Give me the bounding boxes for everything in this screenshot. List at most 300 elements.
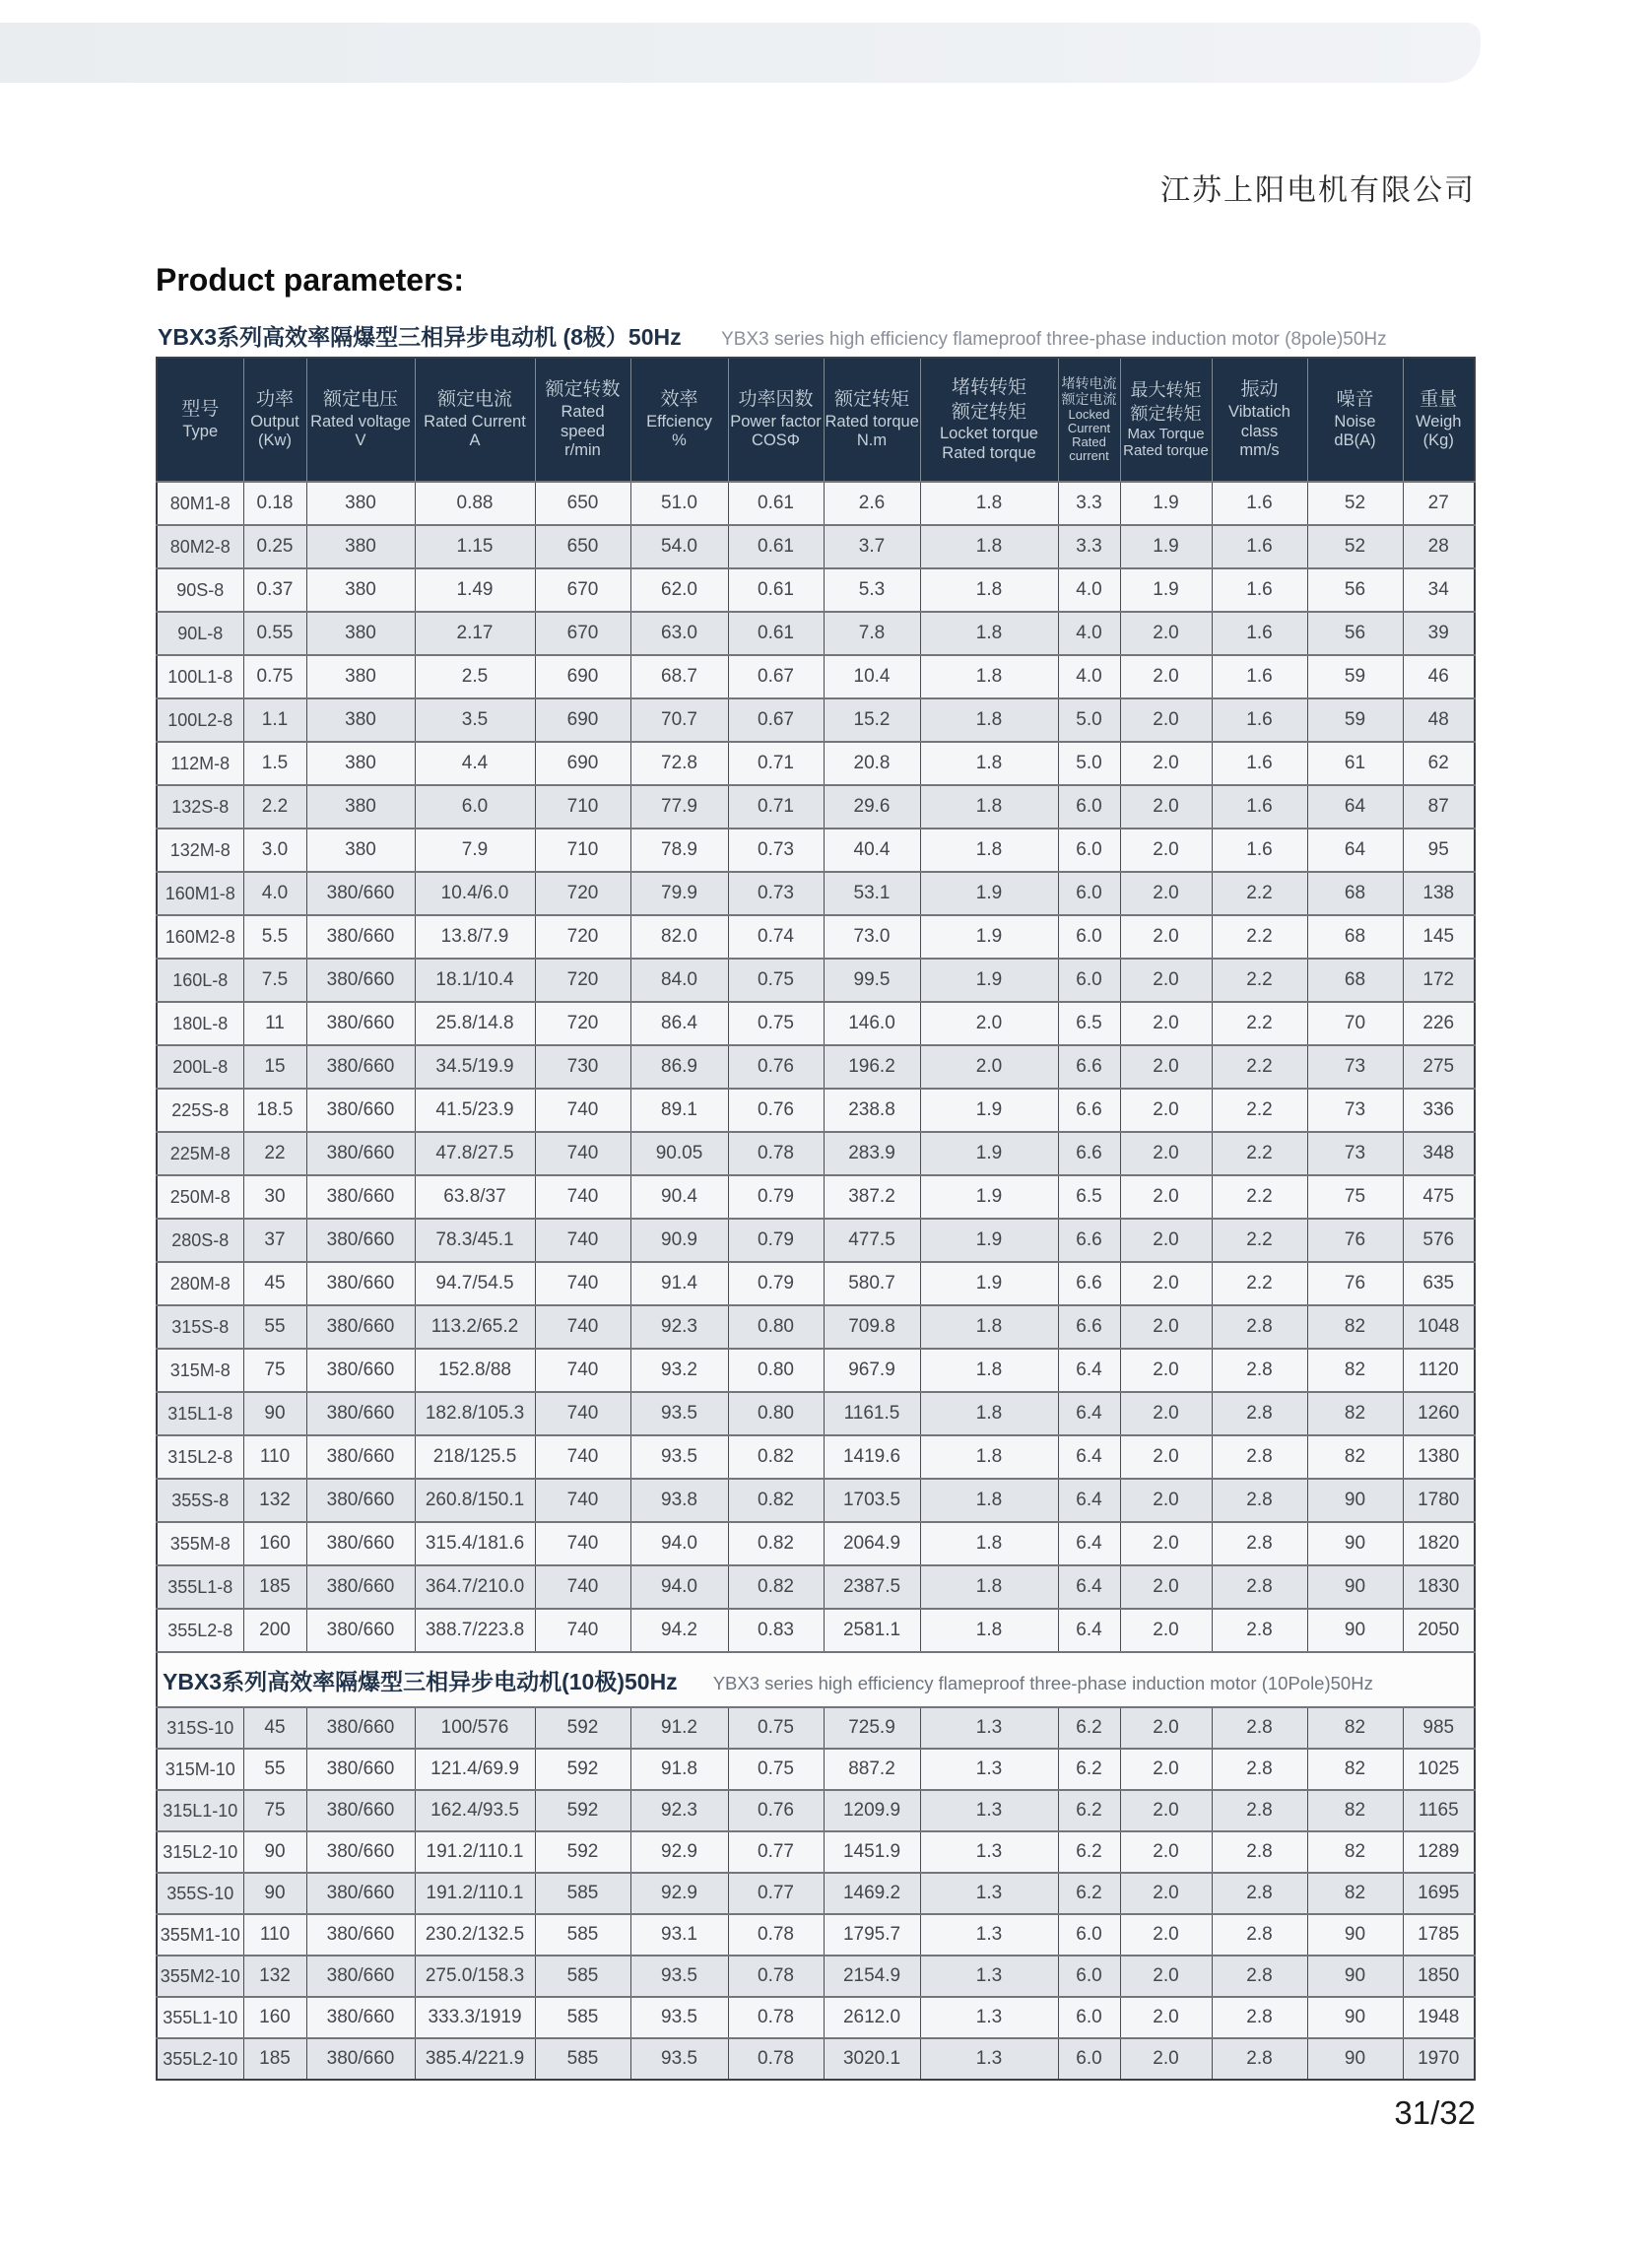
cell-locked-current-ratio: 4.0 [1058, 568, 1120, 612]
cell-vibration-class: 1.6 [1212, 829, 1307, 872]
cell-max-torque-ratio: 2.0 [1120, 872, 1212, 915]
cell-weight: 172 [1403, 959, 1475, 1002]
cell-locked-torque-ratio: 1.8 [920, 655, 1058, 698]
cell-rated-voltage: 380/660 [306, 872, 415, 915]
cell-type: 280S-8 [157, 1219, 243, 1262]
cell-rated-voltage: 380/660 [306, 1089, 415, 1132]
cell-type: 100L1-8 [157, 655, 243, 698]
table-row [157, 482, 1475, 525]
cell-weight: 1260 [1403, 1392, 1475, 1435]
col-header-vibration-class: 振动 Vibtatich class mm/s [1212, 358, 1307, 482]
cell-weight: 34 [1403, 568, 1475, 612]
cell-vibration-class: 2.8 [1212, 1349, 1307, 1392]
cell-efficiency: 93.5 [630, 1956, 728, 1997]
cell-efficiency: 92.3 [630, 1305, 728, 1349]
col-header-type: 型号 Type [157, 358, 243, 482]
cell-locked-torque-ratio: 1.9 [920, 959, 1058, 1002]
cell-noise: 90 [1307, 1522, 1403, 1565]
cell-vibration-class: 2.8 [1212, 1707, 1307, 1749]
table-row [157, 1132, 1475, 1175]
cell-noise: 82 [1307, 1349, 1403, 1392]
cell-rated-torque: 99.5 [824, 959, 920, 1002]
cell-rated-current: 2.5 [415, 655, 535, 698]
cell-rated-speed: 710 [535, 785, 630, 829]
cell-locked-torque-ratio: 1.8 [920, 698, 1058, 742]
cell-weight: 87 [1403, 785, 1475, 829]
cell-rated-current: 34.5/19.9 [415, 1045, 535, 1089]
cell-locked-torque-ratio: 1.8 [920, 1349, 1058, 1392]
cell-weight: 2050 [1403, 1609, 1475, 1652]
cell-locked-current-ratio: 6.0 [1058, 915, 1120, 959]
cell-noise: 59 [1307, 698, 1403, 742]
cell-locked-current-ratio: 6.2 [1058, 1873, 1120, 1914]
cell-rated-voltage: 380 [306, 829, 415, 872]
cell-rated-speed: 592 [535, 1707, 630, 1749]
cell-weight: 145 [1403, 915, 1475, 959]
cell-max-torque-ratio: 2.0 [1120, 1132, 1212, 1175]
cell-rated-torque: 2.6 [824, 482, 920, 525]
cell-output-kw: 0.37 [243, 568, 306, 612]
cell-max-torque-ratio: 1.9 [1120, 525, 1212, 568]
cell-weight: 1120 [1403, 1349, 1475, 1392]
cell-vibration-class: 2.2 [1212, 1089, 1307, 1132]
cell-weight: 138 [1403, 872, 1475, 915]
cell-locked-torque-ratio: 2.0 [920, 1045, 1058, 1089]
section-10pole-title-en: YBX3 series high efficiency flameproof three-phase induction motor (10Pole)50Hz [712, 1672, 1373, 1693]
cell-vibration-class: 2.8 [1212, 1479, 1307, 1522]
cell-max-torque-ratio: 2.0 [1120, 1219, 1212, 1262]
cell-rated-torque: 387.2 [824, 1175, 920, 1219]
cell-rated-speed: 740 [535, 1392, 630, 1435]
cell-output-kw: 0.75 [243, 655, 306, 698]
cell-rated-speed: 740 [535, 1522, 630, 1565]
cell-efficiency: 84.0 [630, 959, 728, 1002]
cell-power-factor: 0.80 [728, 1392, 824, 1435]
cell-efficiency: 79.9 [630, 872, 728, 915]
cell-rated-voltage: 380 [306, 785, 415, 829]
cell-type: 225M-8 [157, 1132, 243, 1175]
cell-noise: 68 [1307, 959, 1403, 1002]
cell-type: 80M2-8 [157, 525, 243, 568]
col-header-weight: 重量 Weigh (Kg) [1403, 358, 1475, 482]
cell-locked-current-ratio: 6.4 [1058, 1609, 1120, 1652]
cell-type: 355M2-10 [157, 1956, 243, 1997]
cell-locked-current-ratio: 6.0 [1058, 872, 1120, 915]
cell-vibration-class: 2.8 [1212, 1956, 1307, 1997]
cell-efficiency: 94.0 [630, 1522, 728, 1565]
table-row [157, 1435, 1475, 1479]
cell-vibration-class: 1.6 [1212, 525, 1307, 568]
cell-output-kw: 90 [243, 1831, 306, 1873]
cell-weight: 576 [1403, 1219, 1475, 1262]
cell-weight: 46 [1403, 655, 1475, 698]
cell-weight: 1780 [1403, 1479, 1475, 1522]
cell-output-kw: 55 [243, 1305, 306, 1349]
cell-rated-current: 385.4/221.9 [415, 2038, 535, 2080]
cell-max-torque-ratio: 2.0 [1120, 1956, 1212, 1997]
cell-type: 355L2-10 [157, 2038, 243, 2080]
cell-type: 250M-8 [157, 1175, 243, 1219]
cell-type: 315M-8 [157, 1349, 243, 1392]
cell-rated-voltage: 380/660 [306, 1997, 415, 2038]
cell-power-factor: 0.78 [728, 1997, 824, 2038]
cell-vibration-class: 2.2 [1212, 915, 1307, 959]
cell-vibration-class: 2.2 [1212, 1045, 1307, 1089]
cell-locked-current-ratio: 5.0 [1058, 698, 1120, 742]
cell-locked-torque-ratio: 1.9 [920, 1219, 1058, 1262]
cell-weight: 1695 [1403, 1873, 1475, 1914]
cell-rated-speed: 720 [535, 1002, 630, 1045]
cell-max-torque-ratio: 2.0 [1120, 915, 1212, 959]
cell-locked-torque-ratio: 1.8 [920, 1565, 1058, 1609]
cell-rated-voltage: 380/660 [306, 1219, 415, 1262]
cell-vibration-class: 1.6 [1212, 482, 1307, 525]
cell-efficiency: 68.7 [630, 655, 728, 698]
cell-type: 355M-8 [157, 1522, 243, 1565]
cell-power-factor: 0.74 [728, 915, 824, 959]
cell-noise: 82 [1307, 1790, 1403, 1831]
cell-noise: 70 [1307, 1002, 1403, 1045]
cell-rated-torque: 3020.1 [824, 2038, 920, 2080]
cell-max-torque-ratio: 2.0 [1120, 1522, 1212, 1565]
parameters-table [156, 357, 1476, 2081]
cell-vibration-class: 2.8 [1212, 1435, 1307, 1479]
cell-rated-torque: 1209.9 [824, 1790, 920, 1831]
cell-output-kw: 30 [243, 1175, 306, 1219]
cell-output-kw: 1.1 [243, 698, 306, 742]
cell-rated-torque: 887.2 [824, 1749, 920, 1790]
cell-rated-speed: 740 [535, 1089, 630, 1132]
cell-max-torque-ratio: 2.0 [1120, 1002, 1212, 1045]
cell-power-factor: 0.77 [728, 1873, 824, 1914]
cell-type: 355M1-10 [157, 1914, 243, 1956]
cell-rated-speed: 740 [535, 1565, 630, 1609]
cell-vibration-class: 2.8 [1212, 1831, 1307, 1873]
cell-vibration-class: 2.2 [1212, 1219, 1307, 1262]
cell-output-kw: 132 [243, 1956, 306, 1997]
cell-efficiency: 93.5 [630, 1997, 728, 2038]
cell-efficiency: 90.9 [630, 1219, 728, 1262]
cell-rated-current: 13.8/7.9 [415, 915, 535, 959]
cell-output-kw: 18.5 [243, 1089, 306, 1132]
col-header-max-torque-ratio: 最大转矩 额定转矩 Max Torque Rated torque [1120, 358, 1212, 482]
cell-efficiency: 51.0 [630, 482, 728, 525]
cell-type: 225S-8 [157, 1089, 243, 1132]
cell-rated-voltage: 380/660 [306, 1707, 415, 1749]
cell-power-factor: 0.73 [728, 872, 824, 915]
cell-noise: 90 [1307, 1956, 1403, 1997]
cell-rated-voltage: 380/660 [306, 1349, 415, 1392]
cell-power-factor: 0.75 [728, 1749, 824, 1790]
cell-vibration-class: 2.8 [1212, 1609, 1307, 1652]
cell-rated-current: 2.17 [415, 612, 535, 655]
cell-power-factor: 0.75 [728, 1002, 824, 1045]
cell-locked-current-ratio: 6.4 [1058, 1349, 1120, 1392]
table-row [157, 612, 1475, 655]
cell-locked-torque-ratio: 2.0 [920, 1002, 1058, 1045]
cell-type: 315S-10 [157, 1707, 243, 1749]
col-header-rated-speed: 额定转数 Rated speed r/min [535, 358, 630, 482]
cell-efficiency: 54.0 [630, 525, 728, 568]
cell-output-kw: 185 [243, 2038, 306, 2080]
cell-weight: 635 [1403, 1262, 1475, 1305]
cell-weight: 1048 [1403, 1305, 1475, 1349]
cell-rated-current: 113.2/65.2 [415, 1305, 535, 1349]
cell-weight: 336 [1403, 1089, 1475, 1132]
table-row [157, 1707, 1475, 1749]
cell-noise: 90 [1307, 2038, 1403, 2080]
cell-weight: 1165 [1403, 1790, 1475, 1831]
cell-max-torque-ratio: 2.0 [1120, 1873, 1212, 1914]
cell-max-torque-ratio: 2.0 [1120, 1707, 1212, 1749]
cell-power-factor: 0.75 [728, 1707, 824, 1749]
cell-rated-torque: 709.8 [824, 1305, 920, 1349]
cell-rated-voltage: 380/660 [306, 1479, 415, 1522]
cell-vibration-class: 2.2 [1212, 1002, 1307, 1045]
cell-max-torque-ratio: 2.0 [1120, 1831, 1212, 1873]
cell-rated-torque: 477.5 [824, 1219, 920, 1262]
section-10pole-divider-row [157, 1652, 1475, 1707]
cell-type: 355S-8 [157, 1479, 243, 1522]
cell-output-kw: 90 [243, 1392, 306, 1435]
cell-weight: 1970 [1403, 2038, 1475, 2080]
cell-rated-speed: 740 [535, 1435, 630, 1479]
cell-weight: 27 [1403, 482, 1475, 525]
cell-power-factor: 0.78 [728, 2038, 824, 2080]
cell-efficiency: 77.9 [630, 785, 728, 829]
cell-locked-torque-ratio: 1.3 [920, 1873, 1058, 1914]
cell-type: 100L2-8 [157, 698, 243, 742]
cell-max-torque-ratio: 2.0 [1120, 785, 1212, 829]
table-row [157, 1565, 1475, 1609]
cell-weight: 39 [1403, 612, 1475, 655]
cell-rated-speed: 585 [535, 2038, 630, 2080]
cell-output-kw: 75 [243, 1790, 306, 1831]
table-row [157, 1790, 1475, 1831]
cell-rated-speed: 592 [535, 1749, 630, 1790]
cell-power-factor: 0.78 [728, 1956, 824, 1997]
cell-efficiency: 92.9 [630, 1873, 728, 1914]
cell-rated-torque: 1419.6 [824, 1435, 920, 1479]
table-row [157, 1305, 1475, 1349]
cell-output-kw: 0.55 [243, 612, 306, 655]
cell-output-kw: 75 [243, 1349, 306, 1392]
cell-rated-speed: 690 [535, 742, 630, 785]
cell-power-factor: 0.71 [728, 785, 824, 829]
cell-locked-torque-ratio: 1.8 [920, 1609, 1058, 1652]
cell-power-factor: 0.67 [728, 698, 824, 742]
cell-max-torque-ratio: 2.0 [1120, 2038, 1212, 2080]
cell-locked-current-ratio: 6.0 [1058, 785, 1120, 829]
cell-type: 315S-8 [157, 1305, 243, 1349]
cell-vibration-class: 2.8 [1212, 1914, 1307, 1956]
table-row [157, 872, 1475, 915]
cell-rated-speed: 585 [535, 1956, 630, 1997]
cell-rated-current: 25.8/14.8 [415, 1002, 535, 1045]
cell-output-kw: 11 [243, 1002, 306, 1045]
cell-vibration-class: 1.6 [1212, 742, 1307, 785]
cell-power-factor: 0.77 [728, 1831, 824, 1873]
cell-max-torque-ratio: 2.0 [1120, 1045, 1212, 1089]
cell-rated-current: 3.5 [415, 698, 535, 742]
cell-type: 280M-8 [157, 1262, 243, 1305]
cell-power-factor: 0.76 [728, 1089, 824, 1132]
col-header-noise: 噪音 Noise dB(A) [1307, 358, 1403, 482]
cell-weight: 985 [1403, 1707, 1475, 1749]
cell-locked-current-ratio: 6.5 [1058, 1175, 1120, 1219]
table-row [157, 959, 1475, 1002]
table-row [157, 1349, 1475, 1392]
table-row [157, 915, 1475, 959]
cell-locked-torque-ratio: 1.8 [920, 785, 1058, 829]
table-row [157, 829, 1475, 872]
cell-locked-current-ratio: 6.4 [1058, 1392, 1120, 1435]
cell-rated-speed: 585 [535, 1997, 630, 2038]
cell-output-kw: 110 [243, 1914, 306, 1956]
cell-rated-current: 315.4/181.6 [415, 1522, 535, 1565]
table-row [157, 1479, 1475, 1522]
cell-rated-torque: 1451.9 [824, 1831, 920, 1873]
cell-rated-current: 218/125.5 [415, 1435, 535, 1479]
cell-max-torque-ratio: 2.0 [1120, 1262, 1212, 1305]
cell-rated-torque: 196.2 [824, 1045, 920, 1089]
cell-vibration-class: 1.6 [1212, 655, 1307, 698]
cell-weight: 62 [1403, 742, 1475, 785]
cell-locked-current-ratio: 6.2 [1058, 1749, 1120, 1790]
cell-locked-current-ratio: 4.0 [1058, 612, 1120, 655]
cell-rated-speed: 720 [535, 915, 630, 959]
cell-locked-torque-ratio: 1.8 [920, 1305, 1058, 1349]
cell-power-factor: 0.61 [728, 568, 824, 612]
cell-vibration-class: 2.2 [1212, 1262, 1307, 1305]
cell-rated-current: 121.4/69.9 [415, 1749, 535, 1790]
cell-rated-voltage: 380/660 [306, 1435, 415, 1479]
cell-output-kw: 1.5 [243, 742, 306, 785]
col-header-efficiency: 效率 Effciency % [630, 358, 728, 482]
cell-rated-voltage: 380/660 [306, 959, 415, 1002]
cell-rated-voltage: 380 [306, 612, 415, 655]
cell-rated-torque: 53.1 [824, 872, 920, 915]
table-row [157, 1219, 1475, 1262]
cell-locked-current-ratio: 6.2 [1058, 1707, 1120, 1749]
cell-type: 315L1-10 [157, 1790, 243, 1831]
cell-efficiency: 92.9 [630, 1831, 728, 1873]
cell-rated-torque: 580.7 [824, 1262, 920, 1305]
cell-power-factor: 0.76 [728, 1045, 824, 1089]
cell-rated-voltage: 380/660 [306, 1749, 415, 1790]
cell-vibration-class: 2.8 [1212, 1305, 1307, 1349]
cell-noise: 76 [1307, 1262, 1403, 1305]
cell-power-factor: 0.82 [728, 1479, 824, 1522]
cell-locked-torque-ratio: 1.3 [920, 1914, 1058, 1956]
cell-efficiency: 78.9 [630, 829, 728, 872]
cell-locked-torque-ratio: 1.8 [920, 829, 1058, 872]
cell-locked-torque-ratio: 1.3 [920, 1749, 1058, 1790]
cell-noise: 82 [1307, 1305, 1403, 1349]
cell-power-factor: 0.78 [728, 1914, 824, 1956]
cell-weight: 1820 [1403, 1522, 1475, 1565]
company-name: 江苏上阳电机有限公司 [1160, 174, 1476, 207]
cell-type: 355L1-8 [157, 1565, 243, 1609]
table-row [157, 1831, 1475, 1873]
cell-rated-speed: 670 [535, 568, 630, 612]
cell-rated-torque: 2581.1 [824, 1609, 920, 1652]
cell-power-factor: 0.61 [728, 525, 824, 568]
cell-efficiency: 89.1 [630, 1089, 728, 1132]
cell-rated-torque: 2064.9 [824, 1522, 920, 1565]
cell-type: 90S-8 [157, 568, 243, 612]
cell-locked-torque-ratio: 1.8 [920, 742, 1058, 785]
table-row [157, 742, 1475, 785]
cell-rated-current: 364.7/210.0 [415, 1565, 535, 1609]
cell-rated-speed: 585 [535, 1873, 630, 1914]
cell-output-kw: 132 [243, 1479, 306, 1522]
cell-efficiency: 91.4 [630, 1262, 728, 1305]
cell-max-torque-ratio: 2.0 [1120, 655, 1212, 698]
cell-rated-torque: 967.9 [824, 1349, 920, 1392]
col-header-locked-current-ratio: 堵转电流 额定电流 Locked Current Rated current [1058, 358, 1120, 482]
cell-locked-torque-ratio: 1.9 [920, 1175, 1058, 1219]
cell-efficiency: 86.4 [630, 1002, 728, 1045]
cell-output-kw: 37 [243, 1219, 306, 1262]
cell-rated-torque: 7.8 [824, 612, 920, 655]
cell-max-torque-ratio: 2.0 [1120, 1790, 1212, 1831]
table-row [157, 525, 1475, 568]
cell-efficiency: 63.0 [630, 612, 728, 655]
table-row [157, 1045, 1475, 1089]
cell-vibration-class: 1.6 [1212, 698, 1307, 742]
cell-locked-torque-ratio: 1.8 [920, 1435, 1058, 1479]
cell-output-kw: 0.18 [243, 482, 306, 525]
cell-rated-voltage: 380/660 [306, 1914, 415, 1956]
cell-rated-voltage: 380/660 [306, 1522, 415, 1565]
cell-output-kw: 45 [243, 1707, 306, 1749]
table-row [157, 1956, 1475, 1997]
cell-output-kw: 160 [243, 1522, 306, 1565]
cell-max-torque-ratio: 2.0 [1120, 1479, 1212, 1522]
top-banner [0, 23, 1481, 83]
cell-rated-voltage: 380 [306, 568, 415, 612]
cell-output-kw: 110 [243, 1435, 306, 1479]
cell-output-kw: 185 [243, 1565, 306, 1609]
cell-locked-current-ratio: 6.4 [1058, 1479, 1120, 1522]
cell-rated-voltage: 380 [306, 742, 415, 785]
cell-rated-speed: 740 [535, 1219, 630, 1262]
cell-power-factor: 0.78 [728, 1132, 824, 1175]
cell-rated-torque: 20.8 [824, 742, 920, 785]
cell-locked-current-ratio: 6.2 [1058, 1790, 1120, 1831]
cell-vibration-class: 2.8 [1212, 1392, 1307, 1435]
cell-rated-torque: 283.9 [824, 1132, 920, 1175]
table-row [157, 1002, 1475, 1045]
cell-power-factor: 0.75 [728, 959, 824, 1002]
table-header-row [157, 358, 1475, 482]
cell-rated-speed: 730 [535, 1045, 630, 1089]
cell-rated-speed: 690 [535, 655, 630, 698]
cell-noise: 52 [1307, 482, 1403, 525]
cell-locked-current-ratio: 6.0 [1058, 2038, 1120, 2080]
cell-power-factor: 0.82 [728, 1565, 824, 1609]
table-row [157, 1262, 1475, 1305]
cell-noise: 82 [1307, 1707, 1403, 1749]
cell-max-torque-ratio: 2.0 [1120, 1175, 1212, 1219]
cell-max-torque-ratio: 2.0 [1120, 1997, 1212, 2038]
cell-locked-current-ratio: 6.6 [1058, 1132, 1120, 1175]
cell-rated-current: 333.3/1919 [415, 1997, 535, 2038]
cell-type: 80M1-8 [157, 482, 243, 525]
cell-rated-torque: 1469.2 [824, 1873, 920, 1914]
cell-noise: 82 [1307, 1749, 1403, 1790]
